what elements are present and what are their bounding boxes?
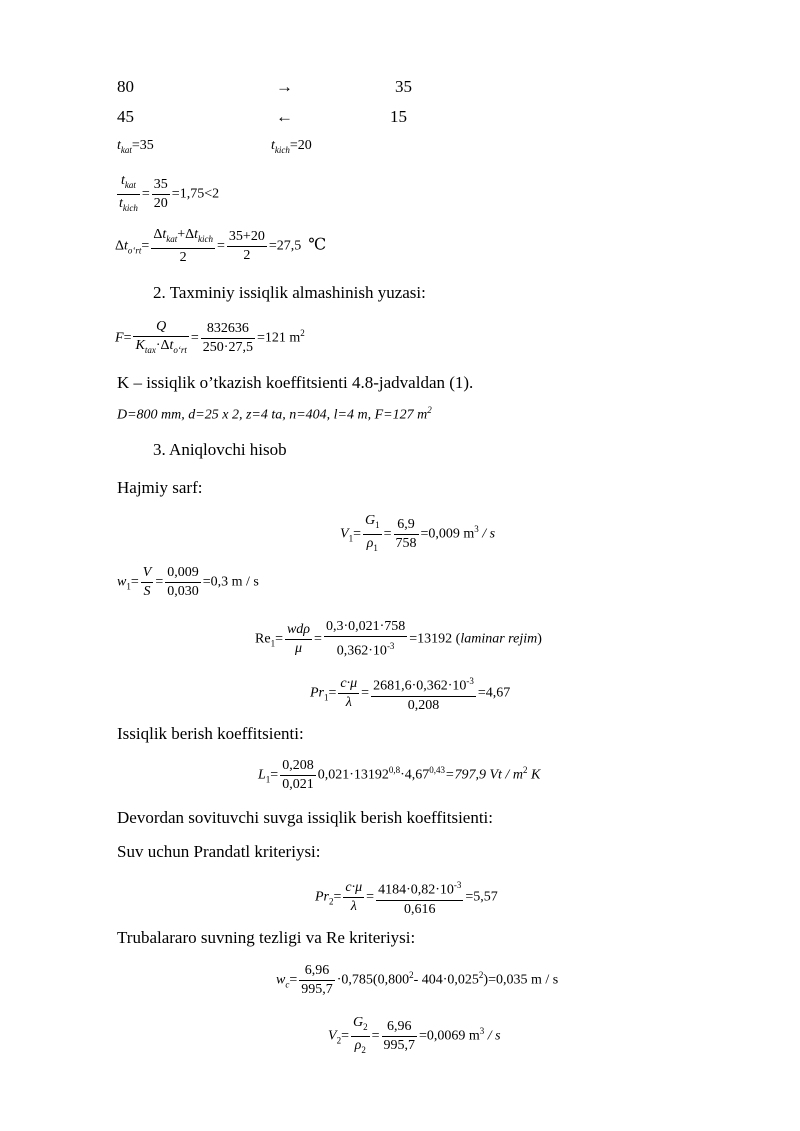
re1-formula: $Re_1=$ $\frac{\text{wdρ}}{\mu}$ = $\frac{0,3\cdot 0,021\cdot 758}{0,362\cdot 10^{-3}}$ =13192 (laminar rejim) — [255, 619, 542, 659]
parameters-line: D=800 mm, d=25 x 2, z=4 ta, n=404, l=4 m, F=127 $m^2$ — [117, 405, 432, 423]
prandtl-label: Suv uchun Prandatl kriteriysi: — [117, 842, 321, 861]
k-description: K – issiqlik o’tkazish koeffitsienti 4.8-jadvaldan (1). — [117, 373, 474, 392]
pr2-formula: $Pr_2=$ $\frac{c\cdot\mu}{\lambda}$ = $\frac{4184\cdot 0,82\cdot 10^{-3}}{0,616}$ =5,57 — [315, 876, 498, 919]
flow-cold-in: 15 — [390, 107, 407, 126]
flow-hot-in: 80 — [117, 77, 134, 96]
arrow-left-icon: ← — [276, 107, 293, 126]
tkat-formula: $t_{kat}=35$ — [117, 138, 154, 155]
alpha1-formula: $L_1=$ $\frac{0,208}{0,021}$ $0,021\cdot 13192^{0,8}\cdot 4,67^{0,43}=797,9$ Vt / $m^2$ K — [258, 758, 541, 792]
mean-dt-formula: $\Delta t_{o‘rt}=$ $\frac{\Delta t_{kat}+\Delta t_{kich}}{2}$ = $\frac{35+20}{2}$ =27,5 ℃ — [115, 227, 327, 265]
v2-formula: $V_2=$ $\frac{G_2}{\rho_2}$ = $\frac{6,96}{995,7}$ =0,0069 $m^3$ / s — [328, 1015, 501, 1055]
flow-hot-out: 45 — [117, 107, 134, 126]
wc-formula: $w_c=$ $\frac{6,96}{995,7}$ $\cdot 0,785(0,800^2-$ $404\cdot 0,025^2)=0,035$ m / s — [276, 963, 559, 997]
section-3-heading: 3. Aniqlovchi hisob — [153, 440, 287, 459]
velocity-re-label: Trubalararo suvning tezligi va Re kriteriysi: — [117, 928, 416, 947]
volume-flow-label: Hajmiy sarf: — [117, 478, 203, 497]
flow-cold-out: 35 — [395, 77, 412, 96]
arrow-right-icon: → — [276, 77, 293, 96]
tkich-formula: $t_{kich}=20$ — [271, 138, 312, 155]
v1-formula: $V_1=$ $\frac{G_1}{\rho_1}$ = $\frac{6,9}{758}$ =0,009 $m^3$ / s — [340, 513, 496, 553]
w1-formula: $w_1=$ $\frac{V}{S}$ = $\frac{0,009}{0,030}$ =0,3 m / s — [117, 565, 259, 599]
heat-transfer-label: Issiqlik berish koeffitsienti: — [117, 724, 304, 743]
section-2-heading: 2. Taxminiy issiqlik almashinish yuzasi: — [153, 283, 426, 302]
pr1-formula: $Pr_1=$ $\frac{c\cdot\mu}{\lambda}$ = $\frac{2681,6\cdot 0,362\cdot 10^{-3}}{0,208}$ =4,67 — [310, 672, 510, 715]
ratio-formula: $\frac{t_{kat}}{t_{kich}}$ = $\frac{35}{20}$ =1,75<2 — [119, 173, 220, 213]
area-formula: F= $\frac{Q}{K_{tax}\cdot\Delta t_{o‘rt}}$ = $\frac{832636}{250\cdot 27,5}$ =121 $m^2$ — [115, 319, 305, 355]
wall-to-water-label: Devordan sovituvchi suvga issiqlik berish koeffitsienti: — [117, 808, 494, 827]
